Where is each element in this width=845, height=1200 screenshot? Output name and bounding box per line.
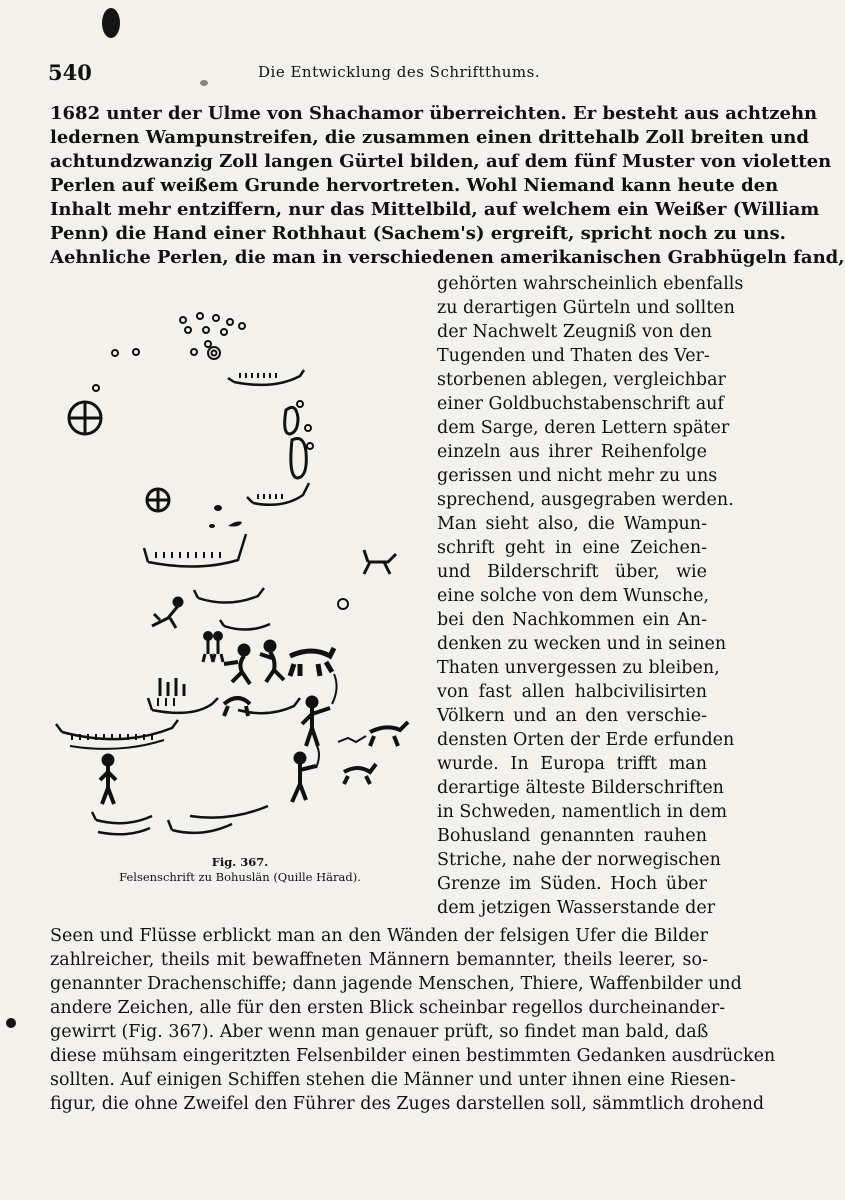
text-line: in Schweden, namentlich in dem	[437, 802, 728, 822]
running-title: Die Entwicklung des Schriftthums.	[258, 63, 541, 81]
human-figures	[100, 598, 337, 804]
text-line: der Nachwelt Zeugniß von den	[437, 322, 713, 342]
text-line: Völkern und an den verschie-	[437, 706, 707, 726]
text-line: gehörten wahrscheinlich ebenfalls	[437, 274, 744, 294]
text-line: zahlreicher, theils mit bewaffneten Männern bemannter, theils leerer, so-	[50, 950, 708, 970]
text-line: Grenze im Süden. Hoch über	[437, 874, 707, 894]
text-line: wurde. In Europa trifft man	[437, 754, 707, 774]
text-line: und Bilderschrift über, wie	[437, 562, 707, 582]
text-line: figur, die ohne Zweifel den Führer des Zuges darstellen soll, sämmtlich drohend	[50, 1094, 765, 1114]
text-line: derartige älteste Bilderschriften	[437, 778, 724, 798]
sun-wheel-symbols	[69, 402, 169, 511]
text-line: achtundzwanzig Zoll langen Gürtel bilden, auf dem fünf Muster von violetten	[50, 151, 832, 172]
text-line: denken zu wecken und in seinen	[437, 634, 727, 654]
small-marks	[209, 505, 242, 528]
text-line: Inhalt mehr entziffern, nur das Mittelbild, auf welchem ein Weißer (William	[50, 199, 820, 220]
text-line: Bohusland genannten rauhen	[437, 826, 707, 846]
animal-figures	[224, 550, 408, 784]
text-line: einzeln aus ihrer Reihenfolge	[437, 442, 707, 462]
text-line: zu derartigen Gürteln und sollten	[437, 298, 735, 318]
text-line: schrift geht in eine Zeichen-	[437, 538, 707, 558]
text-line: Tugenden und Thaten des Ver-	[437, 346, 710, 366]
text-line: andere Zeichen, alle für den ersten Blick scheinbar regellos durcheinander-	[50, 998, 726, 1018]
text-line: dem Sarge, deren Lettern später	[437, 418, 730, 438]
figure-rock-carving	[48, 300, 432, 900]
text-line: genannter Drachenschiffe; dann jagende Menschen, Thiere, Waffenbilder und	[50, 974, 742, 994]
text-line: dem jetzigen Wasserstande der	[437, 898, 716, 918]
text-line: ledernen Wampunstreifen, die zusammen einen drittehalb Zoll breiten und	[50, 127, 809, 148]
figure-caption-text: Felsenschrift zu Bohuslän (Quille Härad).	[119, 870, 361, 884]
page-number: 540	[48, 60, 92, 85]
page-header	[48, 60, 708, 86]
figure-number: Fig. 367.	[211, 855, 269, 869]
text-line: diese mühsam eingeritzten Felsenbilder einen bestimmten Gedanken ausdrücken	[50, 1046, 776, 1066]
foot-soles	[285, 407, 307, 478]
text-line: eine solche von dem Wunsche,	[437, 586, 710, 606]
text-line: Perlen auf weißem Grunde hervortreten. Wohl Niemand kann heute den	[50, 175, 779, 196]
text-line: 1682 unter der Ulme von Shachamor überreichten. Er besteht aus achtzehn	[50, 103, 818, 124]
text-line: densten Orten der Erde erfunden	[437, 730, 735, 750]
figure-caption	[48, 855, 432, 885]
text-line: gewirrt (Fig. 367). Aber wenn man genauer prüft, so findet man bald, daß	[50, 1022, 709, 1042]
text-line: von fast allen halbcivilisirten	[437, 682, 707, 702]
text-line: Man sieht also, die Wampun-	[437, 514, 707, 534]
ink-smudge-left	[6, 1018, 16, 1028]
text-line: gerissen und nicht mehr zu uns	[437, 466, 718, 486]
text-line: Striche, nahe der norwegischen	[437, 850, 721, 870]
text-line: Thaten unvergessen zu bleiben,	[437, 658, 720, 678]
text-line: sollten. Auf einigen Schiffen stehen die Männer und unter ihnen eine Riesen-	[50, 1070, 736, 1090]
rock-carving-illustration	[48, 300, 432, 850]
text-line: Aehnliche Perlen, die man in verschiedenen amerikanischen Grabhügeln fand,	[50, 247, 845, 268]
text-line: Seen und Flüsse erblickt man an den Wänden der felsigen Ufer die Bilder	[50, 926, 708, 946]
text-line: Penn) die Hand einer Rothhaut (Sachem's) ergreift, spricht noch zu uns.	[50, 223, 786, 244]
text-line: bei den Nachkommen ein An-	[437, 610, 707, 630]
ink-smudge-top	[102, 8, 120, 38]
text-line: storbenen ablegen, vergleichbar	[437, 370, 726, 390]
text-line: sprechend, ausgegraben werden.	[437, 490, 734, 510]
text-line: einer Goldbuchstabenschrift auf	[437, 394, 724, 414]
